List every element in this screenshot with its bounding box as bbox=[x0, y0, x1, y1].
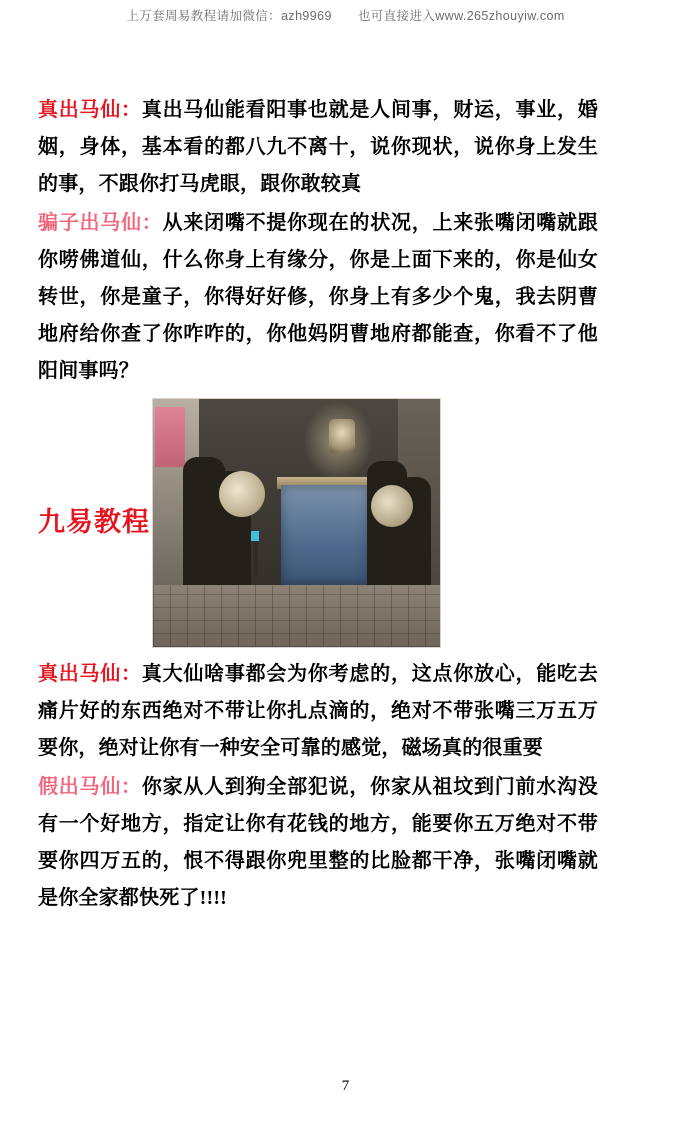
paragraph-3-text: 真大仙啥事都会为你考虑的，这点你放心，能吃去痛片好的东西绝对不带让你扎点滴的，绝对不带张嘴三万五万要你，绝对让你有一种安全可靠的感觉，磁场真的很重要 bbox=[38, 663, 598, 759]
paragraph-1-text: 真出马仙能看阳事也就是人间事，财运，事业，婚姻，身体，基本看的都八九不离十，说你现状，说你身上发生的事，不跟你打马虎眼，跟你敢较真 bbox=[38, 99, 598, 195]
paragraph-1-speaker: 真出马仙： bbox=[38, 99, 142, 121]
photo-drum-right bbox=[371, 485, 413, 527]
photo-pink-cloth bbox=[155, 407, 185, 467]
photo-floor bbox=[153, 585, 440, 647]
page-number: 7 bbox=[341, 1078, 350, 1094]
paragraph-3-speaker: 真出马仙： bbox=[38, 663, 142, 685]
paragraph-3 bbox=[38, 656, 598, 767]
ritual-photo bbox=[152, 398, 441, 648]
watermark-wechat-id: azh9969 bbox=[281, 9, 332, 23]
paragraph-4-text: 你家从人到狗全部犯说，你家从祖坟到门前水沟没有一个好地方，指定让你有花钱的地方，能要你五万绝对不带要你四万五的，恨不得跟你兜里整的比脸都干净，张嘴闭嘴就是你全家都快死了!!!! bbox=[38, 776, 598, 909]
photo-stool-leg-right bbox=[253, 541, 258, 577]
paragraph-2-speaker: 骗子出马仙： bbox=[38, 212, 163, 234]
paragraph-4 bbox=[38, 769, 598, 917]
photo-drum-left bbox=[219, 471, 265, 517]
watermark-left-text: 上万套周易教程请加微信： bbox=[126, 9, 282, 23]
photo-altar-table bbox=[281, 485, 369, 585]
paragraph-1 bbox=[38, 92, 598, 203]
photo-block bbox=[38, 398, 598, 650]
paragraph-4-speaker: 假出马仙： bbox=[38, 776, 142, 798]
paragraph-2-text: 从来闭嘴不提你现在的状况，上来张嘴闭嘴就跟你唠佛道仙，什么你身上有缘分，你是上面下来的，你是仙女转世，你是童子，你得好好修，你身上有多少个鬼，我去阴曹地府给你查了你咋咋的，你他妈阴曹地府都能查，你看不了他阳间事吗？ bbox=[38, 212, 599, 382]
document-content bbox=[38, 92, 598, 919]
watermark-right-text: 也可直接进入www.265zhouyiw.com bbox=[357, 9, 565, 23]
watermark-header bbox=[0, 6, 691, 24]
paragraph-2 bbox=[38, 205, 598, 390]
brand-watermark: 九易教程 bbox=[38, 507, 150, 537]
photo-lamp bbox=[329, 419, 355, 453]
